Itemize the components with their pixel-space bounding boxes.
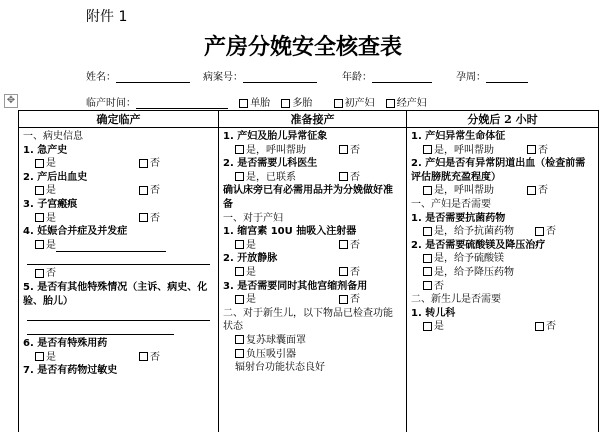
checkbox-icon[interactable] [527, 186, 536, 195]
checkbox-icon[interactable] [35, 186, 44, 195]
primipara-option[interactable]: 初产妇 [334, 94, 375, 109]
newborn-item: 辐射台功能状态良好 [223, 361, 402, 375]
checkbox-icon[interactable] [423, 254, 432, 263]
checkbox-icon[interactable] [235, 172, 244, 181]
answer-row: 是 否 [23, 212, 214, 226]
checkbox-icon[interactable] [527, 145, 536, 154]
patient-name-field[interactable] [86, 68, 190, 83]
record-number-label: 病案号： [203, 72, 243, 83]
answer-antihypertensive: 是，给予降压药物 [411, 266, 594, 280]
answer-row: 是 否 [223, 239, 402, 253]
question-pph-history: 2. 产后出血史 [23, 171, 214, 185]
question-abnormal-bleeding: 2. 产妇是否有异常阴道出血（检查前需评估膀胱充盈程度） [411, 157, 594, 184]
table-body-row [19, 128, 599, 432]
detail-input-line[interactable] [27, 253, 210, 265]
section-for-newborn: 二、对于新生儿，以下物品已检查功能状态 [223, 307, 402, 334]
checkbox-icon[interactable] [35, 240, 44, 249]
checkbox-icon[interactable] [235, 349, 244, 358]
question-magnesium: 2. 是否需要硫酸镁及降压治疗 [411, 239, 594, 253]
question-transfer-pediatrics: 1. 转儿科 [411, 307, 594, 321]
checkbox-icon[interactable] [423, 227, 432, 236]
checkbox-icon[interactable] [339, 145, 348, 154]
name-input-line[interactable] [116, 72, 190, 83]
page-title: 产房分娩安全核查表 [0, 30, 606, 61]
question-abnormal-vitals: 1. 产妇异常生命体征 [411, 130, 594, 144]
item-oxytocin: 1. 缩宫素 10U 抽吸入注射器 [223, 225, 402, 239]
detail-input-line[interactable] [56, 241, 166, 252]
answer-no: 否 [23, 267, 214, 281]
column-header-delivery-prep: 准备接产 [219, 111, 407, 128]
checkbox-icon[interactable] [423, 186, 432, 195]
gestation-label: 孕周： [456, 72, 486, 83]
answer-magnesium: 是，给予硫酸镁 [411, 252, 594, 266]
annex-label: 附件 1 [86, 6, 127, 26]
gestation-field[interactable] [456, 68, 528, 83]
admission-row [86, 94, 435, 109]
admission-time-label: 临产时间： [86, 98, 136, 109]
question-antibiotics: 1. 是否需要抗菌药物 [411, 212, 594, 226]
checkbox-icon[interactable] [281, 99, 290, 108]
question-complications: 4. 妊娠合并症及并发症 [23, 225, 214, 239]
checkbox-icon[interactable] [35, 269, 44, 278]
checkbox-icon[interactable] [139, 352, 148, 361]
checkbox-icon[interactable] [339, 172, 348, 181]
newborn-item: 负压吸引器 [223, 348, 402, 362]
section-for-mother: 一、对于产妇 [223, 212, 402, 226]
age-input-line[interactable] [372, 72, 432, 83]
checkbox-icon[interactable] [139, 186, 148, 195]
column-header-labor: 确定临产 [19, 111, 219, 128]
question-pediatrician: 2. 是否需要儿科医生 [223, 157, 402, 171]
answer-row: 是 否 [411, 320, 594, 334]
detail-input-line[interactable] [27, 309, 210, 321]
checkbox-icon[interactable] [139, 159, 148, 168]
delivery-prep-column [219, 128, 407, 432]
confirm-supplies-text: 确认床旁已有必需用品并为分娩做好准备 [223, 184, 402, 211]
checkbox-icon[interactable] [339, 267, 348, 276]
section-mother-needs: 一、产妇是否需要 [411, 198, 594, 212]
answer-row: 是 否 [223, 266, 402, 280]
gestation-input-line[interactable] [486, 72, 528, 83]
checkbox-icon[interactable] [423, 281, 432, 290]
multiple-option[interactable]: 多胎 [281, 94, 312, 109]
answer-row: 是 否 [23, 157, 214, 171]
checklist-table [18, 110, 599, 432]
checkbox-icon[interactable] [139, 213, 148, 222]
table-header-row [19, 111, 599, 128]
checkbox-icon[interactable] [423, 322, 432, 331]
table-move-handle-icon[interactable]: ✥ [4, 94, 18, 108]
answer-row: 是，呼叫帮助 否 [411, 184, 594, 198]
answer-row: 是，呼叫帮助 否 [411, 144, 594, 158]
section-history: 一、病史信息 [23, 130, 214, 144]
answer-row: 是 否 [23, 351, 214, 365]
item-iv-access: 2. 开放静脉 [223, 252, 402, 266]
admission-time-input-line[interactable] [136, 98, 228, 109]
question-uterine-scar: 3. 子宫瘢痕 [23, 198, 214, 212]
postpartum-column [407, 128, 599, 432]
checkbox-icon[interactable] [235, 240, 244, 249]
checkbox-icon[interactable] [339, 295, 348, 304]
multipara-option[interactable]: 经产妇 [386, 94, 427, 109]
question-rapid-labor: 1. 急产史 [23, 144, 214, 158]
checkbox-icon[interactable] [235, 335, 244, 344]
record-number-input-line[interactable] [243, 72, 317, 83]
checkbox-icon[interactable] [235, 295, 244, 304]
checkbox-icon[interactable] [423, 145, 432, 154]
checkbox-icon[interactable] [35, 352, 44, 361]
answer-yes-with-line: 是 [23, 239, 214, 253]
checkbox-icon[interactable] [239, 99, 248, 108]
checkbox-icon[interactable] [235, 145, 244, 154]
record-number-field[interactable] [203, 68, 317, 83]
age-label: 年龄： [342, 72, 372, 83]
checkbox-icon[interactable] [386, 99, 395, 108]
detail-input-line[interactable] [27, 323, 174, 335]
answer-row: 是，给予抗菌药物 否 [411, 225, 594, 239]
checkbox-icon[interactable] [339, 240, 348, 249]
question-special-medication: 6. 是否有特殊用药 [23, 337, 214, 351]
answer-row: 是 否 [23, 184, 214, 198]
question-abnormal-signs: 1. 产妇及胎儿异常征象 [223, 130, 402, 144]
question-drug-allergy: 7. 是否有药物过敏史 [23, 364, 214, 378]
answer-row: 是，已联系 否 [223, 171, 402, 185]
checkbox-icon[interactable] [334, 99, 343, 108]
age-field[interactable] [342, 68, 432, 83]
section-newborn-needs: 二、新生儿是否需要 [411, 293, 594, 307]
answer-no: 否 [411, 280, 594, 294]
question-special-situation: 5. 是否有其他特殊情况（主诉、病史、化验、胎儿） [23, 281, 214, 308]
newborn-item: 复苏球囊面罩 [223, 334, 402, 348]
checkbox-icon[interactable] [35, 213, 44, 222]
answer-row: 是，呼叫帮助 否 [223, 144, 402, 158]
checkbox-icon[interactable] [235, 267, 244, 276]
name-label: 姓名： [86, 72, 116, 83]
singleton-option[interactable]: 单胎 [239, 94, 270, 109]
column-header-postpartum: 分娩后 2 小时 [407, 111, 599, 128]
checkbox-icon[interactable] [423, 267, 432, 276]
answer-row: 是 否 [223, 293, 402, 307]
checkbox-icon[interactable] [35, 159, 44, 168]
checkbox-icon[interactable] [535, 322, 544, 331]
labor-column [19, 128, 219, 432]
item-other-uterotonics: 3. 是否需要同时其他宫缩剂备用 [223, 280, 402, 294]
checkbox-icon[interactable] [535, 227, 544, 236]
